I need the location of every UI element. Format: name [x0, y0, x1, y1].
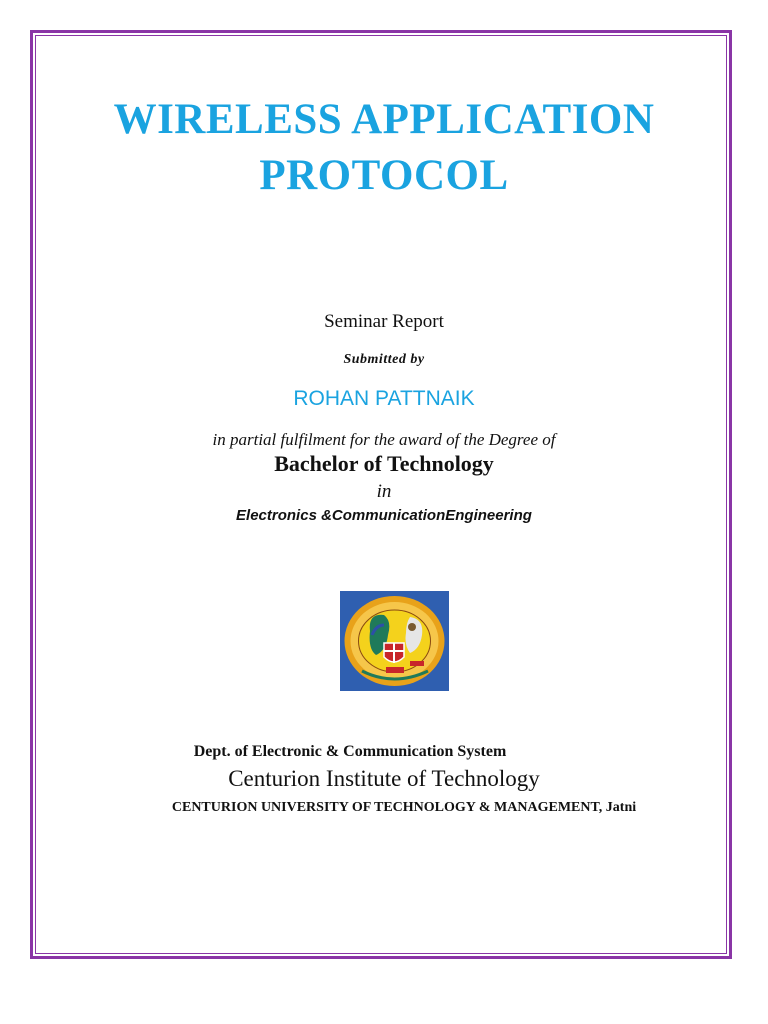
university-name: CENTURION UNIVERSITY OF TECHNOLOGY & MANAGEMENT, Jatni: [171, 800, 637, 815]
institute-name: Centurion Institute of Technology: [228, 766, 540, 791]
submitted-by-label: Submitted by: [343, 352, 425, 367]
title-line-1: WIRELESS APPLICATION: [113, 96, 655, 143]
degree-name: Bachelor of Technology: [274, 451, 494, 476]
branch-name: Electronics &CommunicationEngineering: [236, 507, 532, 524]
department-name: Dept. of Electronic & Communication System: [193, 743, 507, 760]
report-title: [0, 92, 768, 204]
in-connector: in: [376, 481, 392, 502]
partial-fulfilment-text: in partial fulfilment for the award of the Degree of: [212, 430, 556, 449]
university-seal-icon: [340, 591, 449, 691]
title-line-2: PROTOCOL: [259, 152, 509, 199]
report-type: Seminar Report: [324, 311, 444, 332]
author-name: ROHAN PATTNAIK: [293, 387, 475, 410]
